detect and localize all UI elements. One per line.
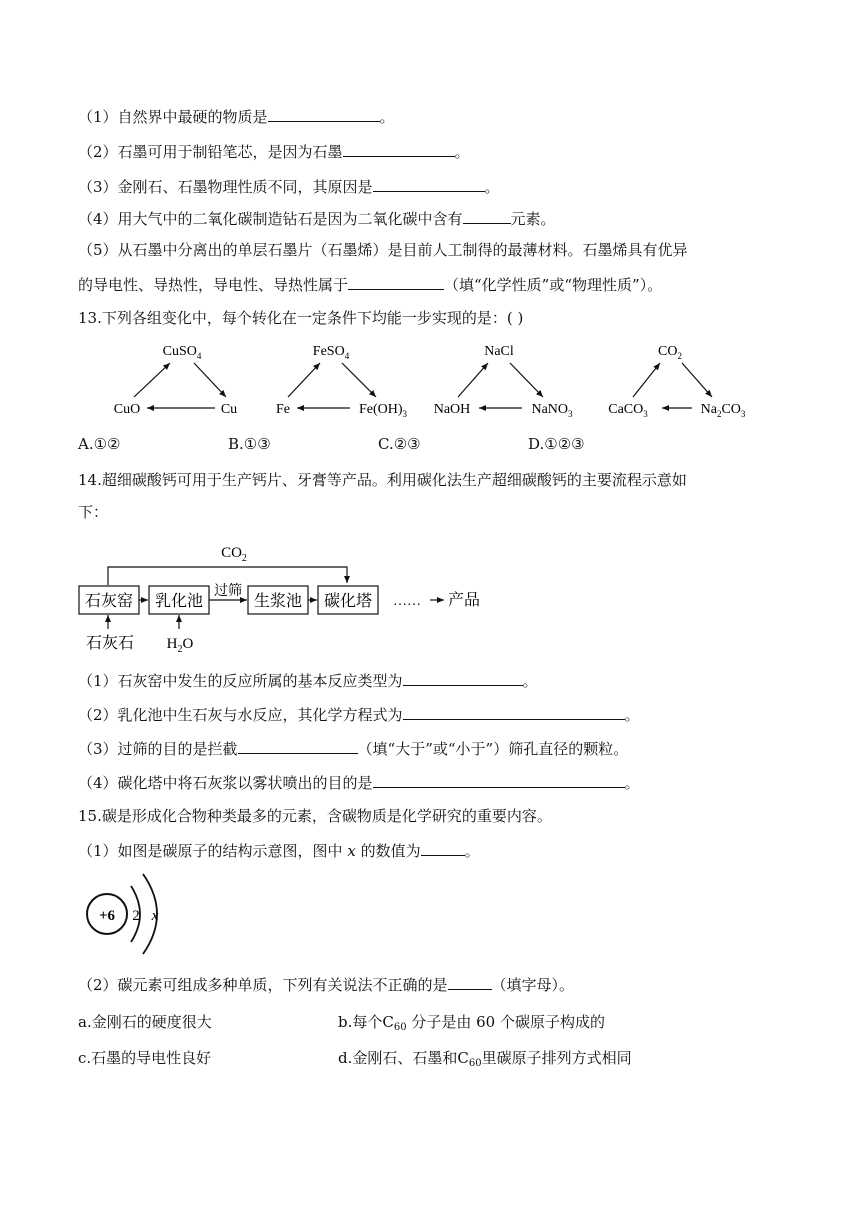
- q13-g1-arrow-down: [194, 363, 226, 397]
- q14-part1: [78, 670, 538, 691]
- q15-part1-end: 。: [464, 842, 480, 860]
- q14-part1-text: （1）石灰窑中发生的反应所属的基本反应类型为: [78, 672, 403, 690]
- q15-option-c[interactable]: c.石墨的导电性良好: [78, 1049, 212, 1067]
- q15-option-d-text: d.金刚石、石墨和: [338, 1049, 458, 1067]
- q15-option-b-text2: 分子是由 60 个碳原子构成的: [406, 1013, 605, 1031]
- q13-g1-arrow-up: [134, 363, 170, 397]
- q13-option-d[interactable]: D.①②③: [528, 435, 585, 453]
- q14-part2: [78, 704, 640, 725]
- q12-part1-text: （1）自然界中最硬的物质是: [78, 108, 268, 126]
- q12-part4-end: 元素。: [510, 210, 556, 228]
- q15-part2-blank[interactable]: [448, 974, 492, 990]
- q15-part1: [78, 840, 480, 861]
- q12-part4: [78, 208, 556, 229]
- q14-part3-text: （3）过筛的目的是拦截: [78, 740, 238, 758]
- q15-part1-text: （1）如图是碳原子的结构示意图，图中: [78, 842, 348, 860]
- q15-option-d[interactable]: [338, 1048, 632, 1074]
- q14-box-slurry-label: 生浆池: [253, 593, 303, 610]
- q13-option-a[interactable]: A.①②: [78, 435, 121, 453]
- q13-group-4: [608, 344, 746, 419]
- q13-g2-arrow-up: [288, 363, 320, 397]
- q15-part1-text2: 的数值为: [355, 842, 421, 860]
- q14-part4-text: （4）碳化塔中将石灰浆以雾状喷出的目的是: [78, 774, 373, 792]
- q13-g3-arrow-down: [510, 363, 543, 397]
- q12-part1: [78, 106, 395, 127]
- q15-option-a[interactable]: a.金刚石的硬度很大: [78, 1013, 212, 1031]
- q15-option-d-text2: 里碳原子排列方式相同: [481, 1049, 632, 1067]
- q13-g4-arrow-down: [682, 363, 712, 397]
- q14-part3: [78, 738, 628, 759]
- q15-option-b-text: b.每个: [338, 1013, 383, 1031]
- q13-g2-arrow-down: [342, 363, 376, 397]
- q12-part5-text: 的导电性、导热性，导电性、导热性属于: [78, 276, 349, 294]
- q13-g4-right: $Na_2CO_3$: [700, 402, 746, 419]
- q12-part2-blank[interactable]: [343, 141, 455, 157]
- q14-part4-end: 。: [624, 774, 640, 792]
- q13-g3-arrow-up: [458, 363, 488, 397]
- q13-group-2: [276, 344, 408, 419]
- q12-part3-blank[interactable]: [373, 176, 485, 192]
- q12-part5-line2: [78, 274, 662, 295]
- q13-option-b[interactable]: B.①③: [228, 435, 271, 453]
- q14-part3-blank[interactable]: [238, 738, 358, 754]
- q12-part5-end: （填“化学性质”或“物理性质”）。: [444, 276, 663, 294]
- q13-conversion-diagrams: [0, 335, 860, 435]
- q13-g1-top: CuSO$_4$: [162, 344, 202, 361]
- q12-part1-end: 。: [379, 108, 395, 126]
- q15-part2-text: （2）碳元素可组成多种单质，下列有关说法不正确的是: [78, 976, 448, 994]
- q15-nucleus-charge: +6: [98, 908, 116, 924]
- q12-part3-end: 。: [484, 178, 500, 196]
- q14-part2-end: 。: [624, 706, 640, 724]
- q13-g4-top: $CO_2$: [658, 344, 682, 361]
- q14-stem-line2: 下：: [78, 503, 109, 521]
- q14-part4: [78, 772, 640, 793]
- q14-part3-end: （填“大于”或“小于”）筛孔直径的颗粒。: [357, 740, 629, 758]
- q13-g3-top: NaCl: [484, 344, 514, 359]
- q13-g4-left: CaCO$_3$: [608, 402, 648, 419]
- q13-g2-left: Fe: [276, 402, 290, 417]
- q13-group-3: [434, 344, 573, 419]
- q12-part1-blank[interactable]: [268, 106, 380, 122]
- q13-g3-left: NaOH: [433, 402, 471, 417]
- q13-g1-left: CuO: [113, 402, 141, 417]
- q12-part3: [78, 176, 500, 197]
- q15-option-b[interactable]: [338, 1012, 605, 1038]
- q13-group-1: [114, 344, 237, 417]
- q14-stem-line1: 14.超细碳酸钙可用于生产钙片、牙膏等产品。利用碳化法生产超细碳酸钙的主要流程示意如: [78, 471, 687, 489]
- q14-input-limestone: 石灰石: [85, 635, 135, 652]
- q14-part4-blank[interactable]: [373, 772, 625, 788]
- q14-part1-end: 。: [522, 672, 538, 690]
- q13-g2-right: $Fe(OH)_3$: [358, 402, 408, 419]
- q15-carbon-atom-diagram: [75, 868, 255, 958]
- q12-part4-blank[interactable]: [463, 208, 511, 224]
- q12-part2: [78, 141, 470, 162]
- q15-option-d-c60: $C_{60}$: [457, 1049, 482, 1069]
- q12-part2-end: 。: [454, 143, 470, 161]
- q14-part1-blank[interactable]: [403, 670, 523, 686]
- q15-part1-blank[interactable]: [421, 840, 465, 856]
- q12-part2-text: （2）石墨可用于制铅笔芯，是因为石墨: [78, 143, 343, 161]
- q15-part1-x: x: [347, 842, 356, 860]
- q13-option-c[interactable]: C.②③: [378, 435, 421, 453]
- q14-filter-label: 过筛: [214, 584, 242, 599]
- q12-part5-line1: （5）从石墨中分离出的单层石墨片（石墨烯）是目前人工制得的最薄材料。石墨烯具有优异: [78, 241, 688, 259]
- q14-co2-loop-arrow: [108, 567, 347, 585]
- q14-product-label: 产品: [447, 592, 481, 609]
- q13-g4-arrow-up: [633, 363, 660, 397]
- q14-part2-text: （2）乳化池中生石灰与水反应，其化学方程式为: [78, 706, 403, 724]
- q14-part2-blank[interactable]: [403, 704, 625, 720]
- q15-shell-2-count: x: [151, 908, 159, 924]
- q12-part3-text: （3）金刚石、石墨物理性质不同，其原因是: [78, 178, 373, 196]
- q15-option-b-c60: $C_{60}$: [382, 1013, 407, 1033]
- q14-co2-label: $CO_2$: [221, 545, 247, 564]
- q13-g2-top: FeSO$_4$: [312, 344, 350, 361]
- q12-part5-blank[interactable]: [348, 274, 444, 290]
- q13-stem: 13.下列各组变化中，每个转化在一定条件下均能一步实现的是：( ): [78, 309, 524, 327]
- q15-shell-1-count: 2: [132, 908, 140, 924]
- q14-box-emulsion-label: 乳化池: [154, 593, 204, 610]
- q14-flowchart: [0, 535, 860, 660]
- q13-g1-right: Cu: [220, 402, 238, 417]
- q13-g3-right: NaNO$_3$: [531, 402, 573, 419]
- q14-input-water: $H_2O$: [166, 636, 194, 655]
- q15-part2: [78, 974, 574, 995]
- q15-part2-end: （填字母）。: [491, 976, 575, 994]
- q14-box-kiln-label: 石灰窑: [84, 593, 134, 610]
- q14-box-carbonation-label: 碳化塔: [323, 593, 373, 610]
- q12-part4-text: （4）用大气中的二氧化碳制造钻石是因为二氧化碳中含有: [78, 210, 463, 228]
- q14-dots: ……: [393, 594, 421, 609]
- q15-stem: 15.碳是形成化合物种类最多的元素，含碳物质是化学研究的重要内容。: [78, 807, 552, 825]
